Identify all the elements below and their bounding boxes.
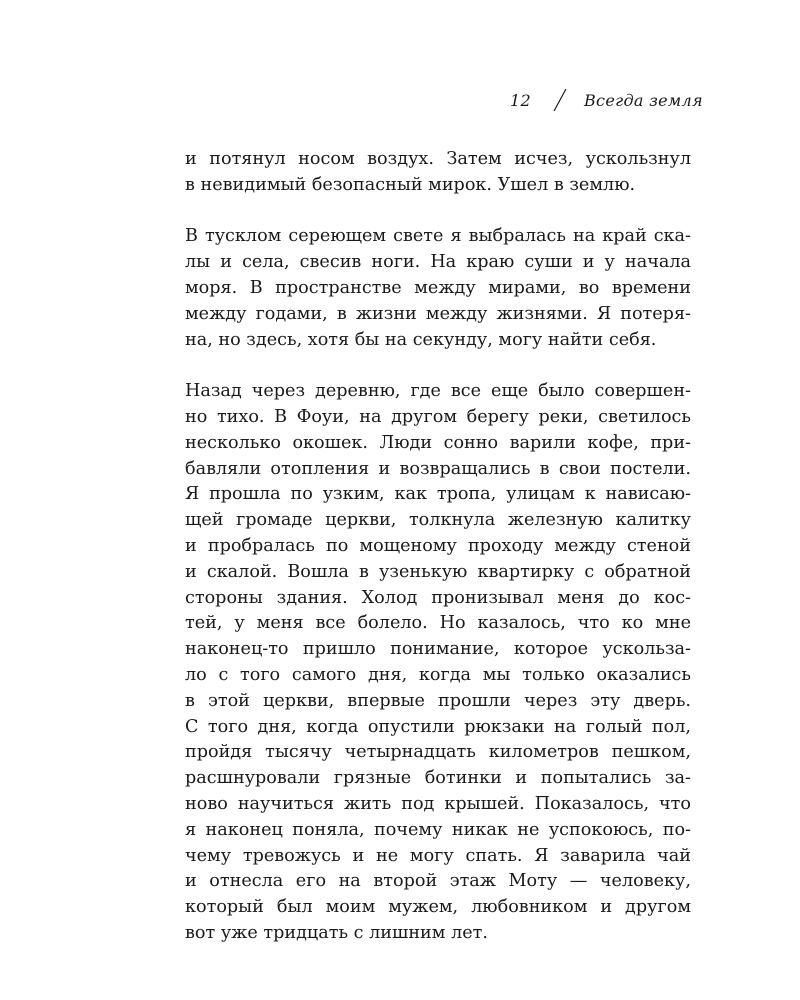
text-line: лы и села, свесив ноги. На краю суши и у начала	[185, 252, 691, 273]
text-line: щей громаде церкви, толкнула железную калитку	[185, 510, 691, 531]
text-line: и отнесла его на второй этаж Моту — человеку,	[185, 871, 691, 892]
text-line: бавляли отопления и возвращались в свои постели.	[185, 458, 691, 479]
text-line: на, но здесь, хотя бы на секунду, могу найти себя.	[185, 329, 657, 350]
paragraph-1	[185, 147, 691, 199]
running-head	[500, 86, 703, 116]
text-line: наконец-то пришло понимание, которое ускольза-	[185, 639, 691, 660]
text-line: ново научиться жить под крышей. Показалось, что	[185, 793, 691, 814]
text-line: ло с того самого дня, когда мы только оказались	[185, 664, 691, 685]
text-line: Назад через деревню, где все еще было совершен-	[185, 381, 691, 402]
text-line: расшнуровали грязные ботинки и попытались за-	[185, 768, 691, 789]
separator-slash	[553, 88, 567, 112]
page-number: 12	[510, 91, 531, 110]
text-line: пройдя тысячу четырнадцать километров пешком,	[185, 742, 691, 763]
text-line: В тусклом сереющем свете я выбралась на край ска-	[185, 226, 691, 247]
book-title: Всегда земля	[584, 91, 703, 110]
text-line: Я прошла по узким, как тропа, улицам к нависаю-	[185, 484, 691, 505]
text-line: и скалой. Вошла в узенькую квартирку с обратной	[185, 561, 691, 582]
text-line: в невидимый безопасный мирок. Ушел в землю.	[185, 174, 636, 195]
text-line: который был моим мужем, любовником и другом	[185, 897, 691, 918]
text-line: и пробралась по мощеному проходу между стеной	[185, 535, 691, 556]
body-text	[185, 147, 691, 973]
paragraph-2	[185, 224, 691, 353]
text-line: между годами, в жизни между жизнями. Я потеря-	[185, 303, 691, 324]
text-line: С того дня, когда опустили рюкзаки на голый пол,	[185, 716, 691, 737]
text-line: тей, у меня все болело. Но казалось, что ко мне	[185, 613, 691, 634]
text-line: чему тревожусь и не могу спать. Я заварила чай	[185, 845, 691, 866]
text-line: в этой церкви, впервые прошли через эту дверь.	[185, 690, 691, 711]
text-line: я наконец поняла, почему никак не успокоюсь, по-	[185, 819, 691, 840]
paragraph-3	[185, 379, 691, 947]
text-line: несколько окошек. Люди сонно варили кофе, при-	[185, 432, 691, 453]
text-line: но тихо. В Фоуи, на другом берегу реки, светилось	[185, 406, 691, 427]
text-line: вот уже тридцать с лишним лет.	[185, 922, 488, 943]
text-line: и потянул носом воздух. Затем исчез, ускользнул	[185, 149, 691, 169]
text-line: стороны здания. Холод пронизывал меня до кос-	[185, 587, 691, 608]
text-line: моря. В пространстве между мирами, во времени	[185, 277, 691, 298]
